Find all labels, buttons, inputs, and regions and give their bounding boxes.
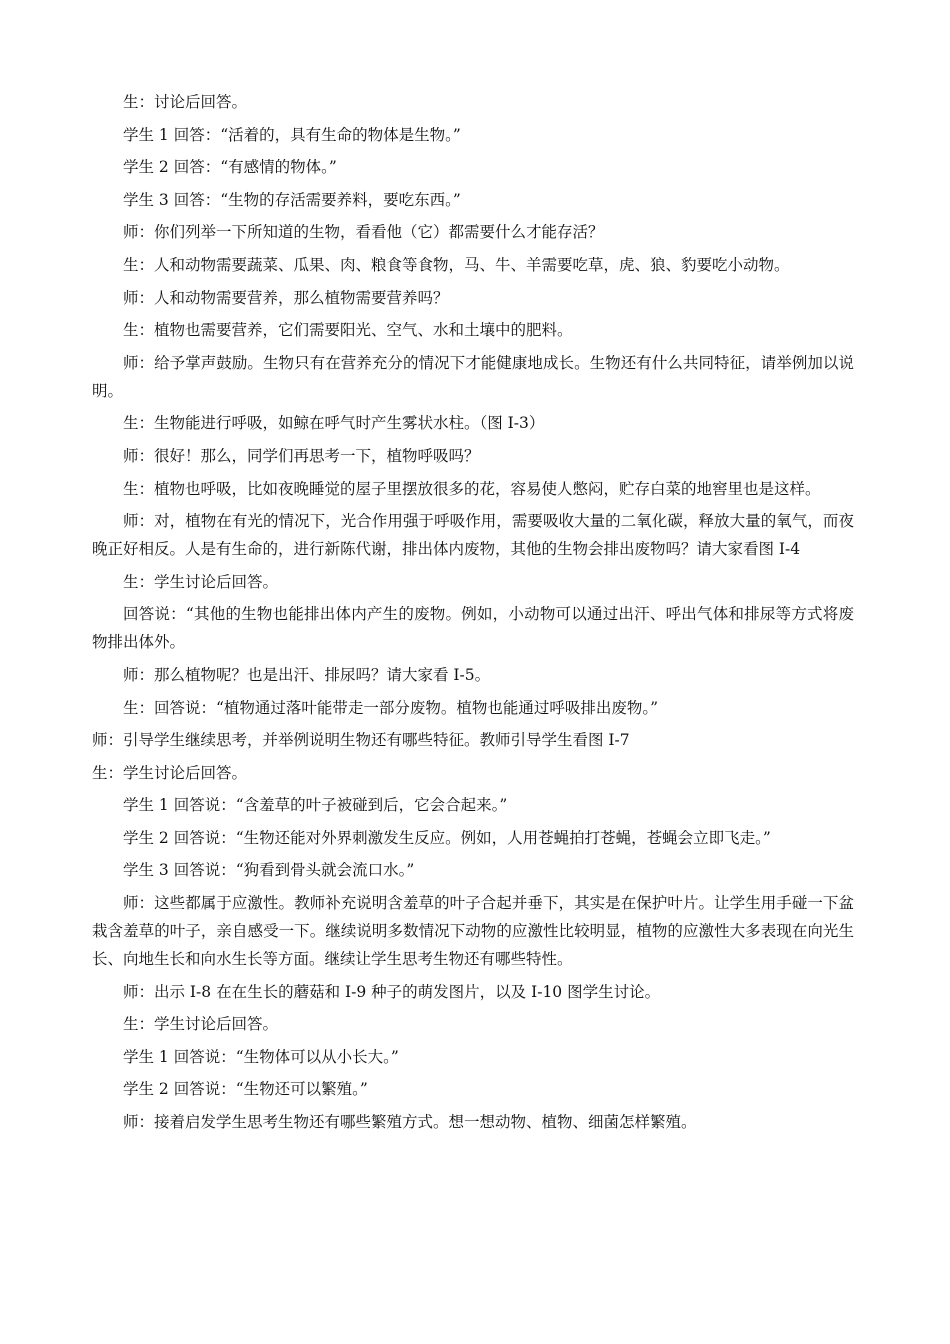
paragraph: 生：人和动物需要蔬菜、瓜果、肉、粮食等食物，马、牛、羊需要吃草，虎、狼、豹要吃小动物。: [123, 255, 790, 274]
paragraph: 学生 2 回答：“有感情的物体。”: [123, 158, 337, 177]
paragraph: 学生 1 回答：“活着的，具有生命的物体是生物。”: [123, 125, 461, 144]
paragraph: 师：人和动物需要营养，那么植物需要营养吗？: [123, 288, 449, 307]
paragraph: 师：引导学生继续思考，并举例说明生物还有哪些特征。教师引导学生看图 I-7: [92, 731, 630, 750]
paragraph: 师：出示 I-8 在在生长的蘑菇和 I-9 种子的萌发图片，以及 I-10 图学生讨论。: [123, 982, 661, 1001]
paragraph: 学生 3 回答：“生物的存活需要养料，要吃东西。”: [123, 190, 461, 209]
paragraph: 生：学生讨论后回答。: [123, 1015, 279, 1034]
paragraph: 生：讨论后回答。: [123, 93, 248, 111]
paragraph: 生：学生讨论后回答。: [123, 572, 279, 591]
paragraph: 师：这些都属于应激性。教师补充说明含羞草的叶子合起并垂下，其实是在保护叶片。让学生用手碰一下盆栽含羞草的叶子，亲自感受一下。继续说明多数情况下动物的应激性比较明显，植物的应激性大多表现在向光生长、向地生长和向水生长等方面。继续让学生思考生物还有哪些特性。: [92, 894, 854, 969]
paragraph: 师：那么植物呢？也是出汗、排尿吗？请大家看 I-5。: [123, 665, 491, 684]
lesson-transcript: [92, 88, 854, 1141]
paragraph: 生：回答说：“植物通过落叶能带走一部分废物。植物也能通过呼吸排出废物。”: [123, 698, 659, 717]
paragraph: 学生 1 回答说：“含羞草的叶子被碰到后，它会合起来。”: [123, 796, 508, 815]
paragraph: 回答说：“其他的生物也能排出体内产生的废物。例如，小动物可以通过出汗、呼出气体和排尿等方式将废物排出体外。: [92, 605, 854, 652]
paragraph: 生：植物也需要营养，它们需要阳光、空气、水和土壤中的肥料。: [123, 321, 573, 340]
paragraph: 师：给予掌声鼓励。生物只有在营养充分的情况下才能健康地成长。生物还有什么共同特征，请举例加以说明。: [92, 353, 854, 400]
paragraph: 生：植物也呼吸，比如夜晚睡觉的屋子里摆放很多的花，容易使人憋闷，贮存白菜的地窖里也是这样。: [123, 479, 821, 498]
paragraph: 学生 2 回答说：“生物还能对外界刺激发生反应。例如，人用苍蝇拍打苍蝇，苍蝇会立即飞走。”: [123, 828, 771, 847]
paragraph: 学生 2 回答说：“生物还可以繁殖。”: [123, 1080, 368, 1099]
paragraph: 学生 3 回答说：“狗看到骨头就会流口水。”: [123, 861, 415, 880]
paragraph: 生：生物能进行呼吸，如鲸在呼气时产生雾状水柱。（图 I-3）: [123, 414, 545, 433]
paragraph: 师：很好！那么，同学们再思考一下，植物呼吸吗？: [123, 446, 480, 465]
paragraph: 生：学生讨论后回答。: [92, 763, 248, 782]
paragraph: 师：接着启发学生思考生物还有哪些繁殖方式。想一想动物、植物、细菌怎样繁殖。: [123, 1113, 697, 1132]
paragraph: 学生 1 回答说：“生物体可以从小长大。”: [123, 1047, 399, 1066]
paragraph: 师：你们列举一下所知道的生物，看看他（它）都需要什么才能存活？: [123, 223, 604, 242]
paragraph: 师：对，植物在有光的情况下，光合作用强于呼吸作用，需要吸收大量的二氧化碳，释放大量的氧气，而夜晚正好相反。人是有生命的，进行新陈代谢，排出体内废物，其他的生物会排出废物吗？请大家看图 I-4: [92, 512, 854, 559]
